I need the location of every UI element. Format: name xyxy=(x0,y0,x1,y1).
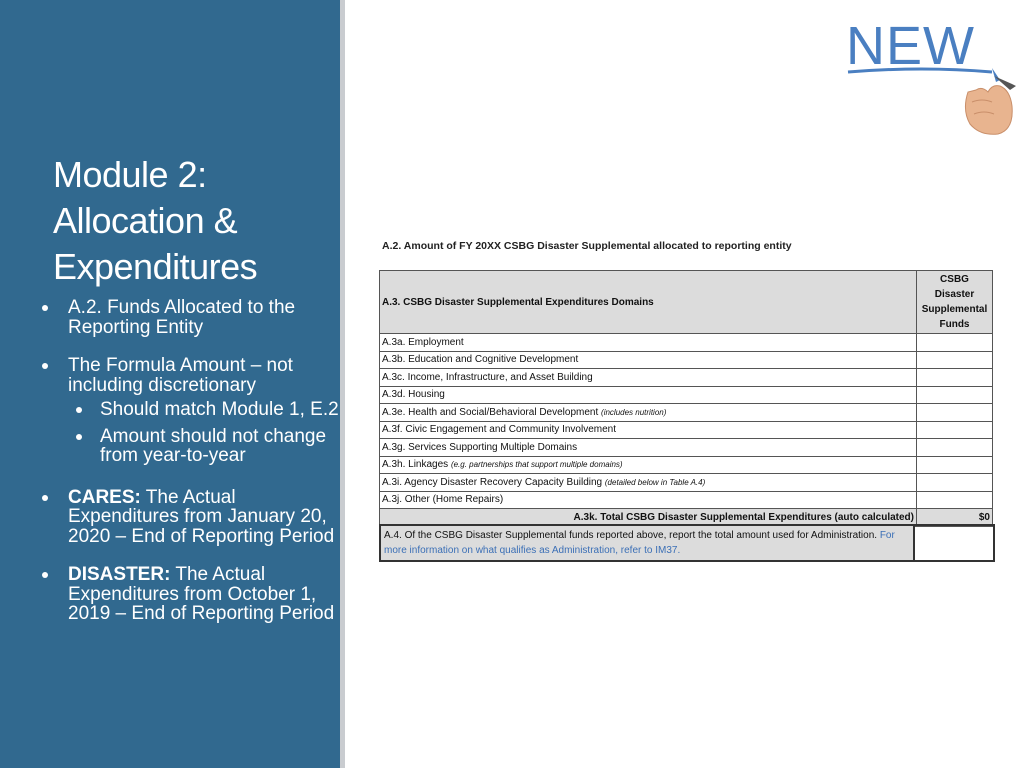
bullet-bold-text: DISASTER: xyxy=(68,564,171,585)
bullet-bold-text: CARES: xyxy=(68,486,141,508)
table-row xyxy=(380,369,993,387)
bullet-dot-icon xyxy=(76,407,82,413)
sub-bullet-item xyxy=(68,400,340,420)
a4-text: A.4. Of the CSBG Disaster Supplemental funds reported above, report the total amount used for Administration. xyxy=(384,530,880,541)
funds-input-cell[interactable] xyxy=(917,369,993,387)
row-label: A.3e. Health and Social/Behavioral Development xyxy=(382,406,602,418)
bullet-dot-icon xyxy=(76,434,82,440)
row-label-cell xyxy=(380,369,917,387)
row-note: (includes nutrition) xyxy=(601,407,667,417)
bullet-item xyxy=(40,356,340,395)
bullet-item xyxy=(40,565,340,624)
row-label: A.3b. Education and Cognitive Development xyxy=(382,354,579,366)
row-label-cell xyxy=(380,351,917,369)
bullet-dot-icon xyxy=(42,572,48,578)
bullet-item xyxy=(40,298,340,337)
funds-input-cell[interactable] xyxy=(917,334,993,352)
bullet-text: A.2. Funds Allocated to the Reporting Entity xyxy=(68,297,296,338)
row-label: A.3c. Income, Infrastructure, and Asset Building xyxy=(382,371,593,383)
row-label: A.3h. Linkages xyxy=(382,459,451,471)
table-row xyxy=(380,439,993,457)
row-label: A.3j. Other (Home Repairs) xyxy=(382,494,504,506)
title-line: Allocation & xyxy=(53,200,238,241)
bullet-text: The Formula Amount – not including discretionary xyxy=(68,355,293,396)
row-label: A.3a. Employment xyxy=(382,336,464,348)
slide-title xyxy=(53,152,333,290)
funds-input-cell[interactable] xyxy=(917,456,993,474)
sub-bullet-text: Amount should not change from year-to-year xyxy=(100,425,327,466)
row-label-cell xyxy=(380,474,917,492)
title-line: Module 2: xyxy=(53,154,207,195)
a4-question xyxy=(381,526,915,560)
bullet-dot-icon xyxy=(42,363,48,369)
bullet-text: The Actual Expenditures from January 20, 2020 – End of Reporting Period xyxy=(68,486,335,547)
table-row xyxy=(380,351,993,369)
sub-bullet-item xyxy=(68,427,340,466)
row-label-cell xyxy=(380,421,917,439)
table-row xyxy=(380,334,993,352)
header-funds-line: Funds xyxy=(939,319,970,330)
table-row xyxy=(380,404,993,422)
sub-bullet-text: Should match Module 1, E.2 xyxy=(100,399,339,420)
new-logo xyxy=(842,6,1018,138)
title-line: Expenditures xyxy=(53,246,258,287)
hand-icon xyxy=(965,68,1016,134)
a2-label: A.2. Amount of FY 20XX CSBG Disaster Supplemental allocated to reporting entity xyxy=(382,240,792,252)
expenditures-table xyxy=(379,270,993,527)
table-row xyxy=(380,456,993,474)
new-logo-text: NEW xyxy=(846,16,975,76)
row-label-cell xyxy=(380,334,917,352)
total-label-cell: A.3k. Total CSBG Disaster Supplemental Expenditures (auto calculated) xyxy=(380,509,917,527)
funds-input-cell[interactable] xyxy=(917,351,993,369)
funds-input-cell[interactable] xyxy=(917,439,993,457)
bullet-text: The Actual Expenditures from October 1, 2019 – End of Reporting Period xyxy=(68,564,335,624)
row-note: (detailed below in Table A.4) xyxy=(604,477,706,487)
total-value-cell: $0 xyxy=(917,509,993,527)
header-funds-line: Supplemental xyxy=(921,304,988,315)
header-label-cell: A.3. CSBG Disaster Supplemental Expenditures Domains xyxy=(380,271,917,334)
row-label-cell xyxy=(380,491,917,509)
row-label: A.3i. Agency Disaster Recovery Capacity Building xyxy=(382,476,605,488)
a4-box xyxy=(379,524,995,562)
row-label: A.3g. Services Supporting Multiple Domains xyxy=(382,441,578,453)
table-row xyxy=(380,474,993,492)
header-funds-cell xyxy=(917,271,993,334)
a4-input-cell[interactable] xyxy=(917,526,993,560)
funds-input-cell[interactable] xyxy=(917,474,993,492)
table-row xyxy=(380,386,993,404)
bullet-item xyxy=(40,488,340,547)
a4-link[interactable]: For more information on what qualifies as Administration, refer to IM37. xyxy=(384,530,895,556)
bullet-dot-icon xyxy=(42,305,48,311)
row-note: (e.g. partnerships that support multiple domains) xyxy=(450,460,623,470)
funds-input-cell[interactable] xyxy=(917,421,993,439)
table-row xyxy=(380,491,993,509)
funds-input-cell[interactable] xyxy=(917,404,993,422)
row-label-cell xyxy=(380,439,917,457)
bullet-list xyxy=(40,298,340,624)
header-funds-line: CSBG Disaster xyxy=(934,274,975,300)
row-label-cell xyxy=(380,404,917,422)
row-label-cell xyxy=(380,456,917,474)
row-label: A.3d. Housing xyxy=(382,389,445,401)
row-label-cell xyxy=(380,386,917,404)
table-row xyxy=(380,421,993,439)
funds-input-cell[interactable] xyxy=(917,491,993,509)
sidebar-divider xyxy=(340,0,345,768)
row-label: A.3f. Civic Engagement and Community Involvement xyxy=(382,424,616,436)
bullet-dot-icon xyxy=(42,495,48,501)
funds-input-cell[interactable] xyxy=(917,386,993,404)
table-header-row xyxy=(380,271,993,334)
